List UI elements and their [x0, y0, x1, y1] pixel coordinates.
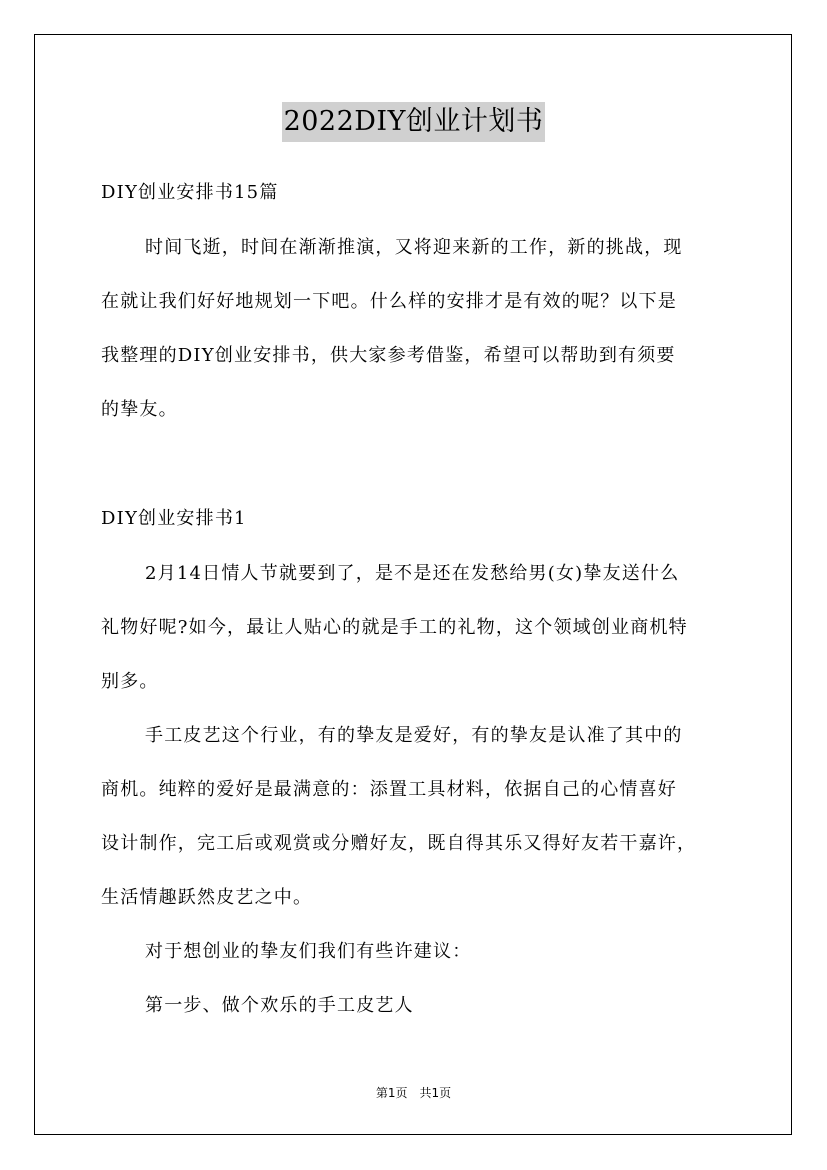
paragraph-line: 设计制作，完工后或观赏或分赠好友，既自得其乐又得好友若干嘉许，: [101, 833, 697, 854]
paragraph-line: 在就让我们好好地规划一下吧。什么样的安排才是有效的呢？以下是: [101, 291, 677, 312]
page-number: 第1页: [375, 1086, 408, 1100]
paragraph-line: 第一步、做个欢乐的手工皮艺人: [145, 995, 414, 1016]
paragraph-line: 生活情趣跃然皮艺之中。: [101, 887, 313, 908]
page-total: 共1页: [419, 1086, 452, 1100]
paragraph-line: 礼物好呢?如今，最让人贴心的就是手工的礼物，这个领域创业商机特: [101, 617, 688, 638]
page-footer: [0, 1084, 827, 1102]
paragraph-line: 别多。: [101, 671, 159, 692]
title-container: [0, 102, 827, 142]
paragraph-line: 对于想创业的挚友们我们有些许建议：: [145, 941, 472, 962]
paragraph-line: 的挚友。: [101, 399, 178, 420]
paragraph-line: 手工皮艺这个行业，有的挚友是爱好，有的挚友是认准了其中的: [145, 725, 683, 746]
paragraph-line: 我整理的DIY创业安排书，供大家参考借鉴，希望可以帮助到有须要: [101, 345, 676, 366]
paragraph-line: 2月14日情人节就要到了，是不是还在发愁给男(女)挚友送什么: [145, 563, 680, 584]
paragraph-line: 商机。纯粹的爱好是最满意的：添置工具材料，依据自己的心情喜好: [101, 779, 677, 800]
document-title: 2022DIY创业计划书: [282, 102, 546, 142]
paragraph-line: 时间飞逝，时间在渐渐推演，又将迎来新的工作，新的挑战，现: [145, 237, 683, 258]
section-heading: DIY创业安排书1: [101, 508, 247, 529]
section-heading: DIY创业安排书15篇: [101, 182, 279, 203]
